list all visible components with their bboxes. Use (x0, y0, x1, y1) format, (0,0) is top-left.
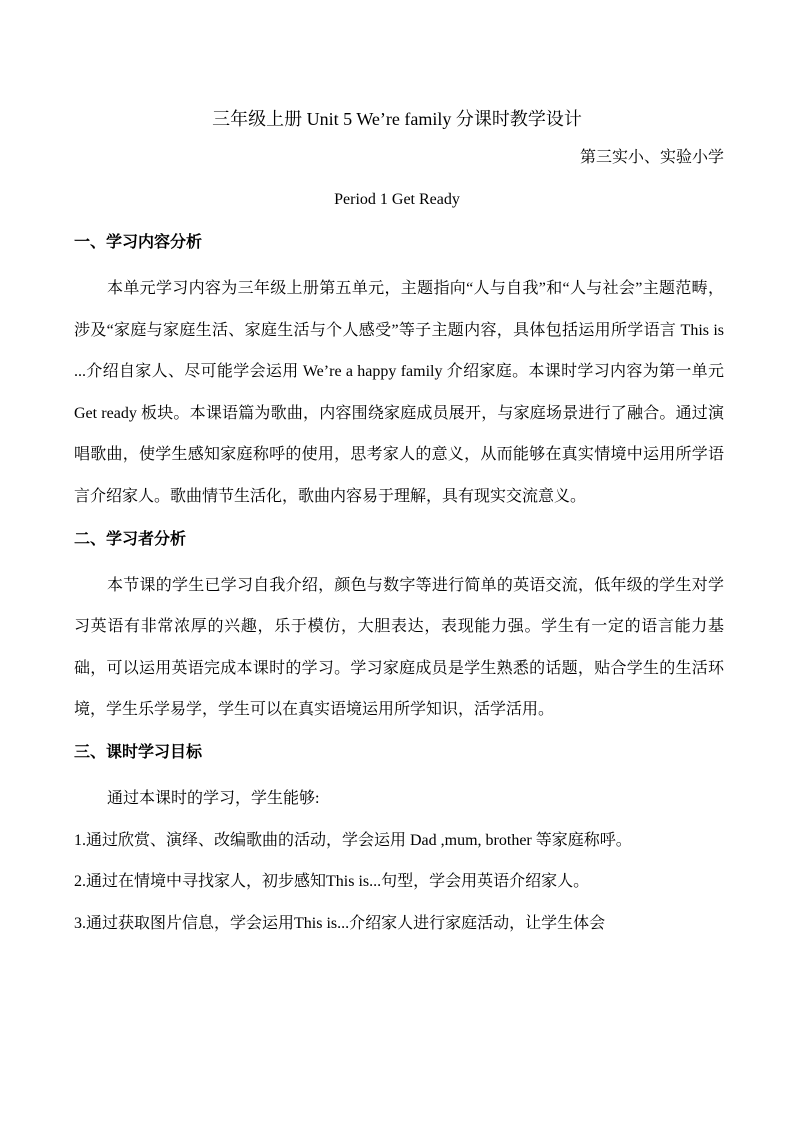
section-heading: 二、学习者分析 (74, 528, 187, 548)
goals-intro: 通过本课时的学习，学生能够: (107, 789, 320, 807)
section-content-analysis (74, 228, 724, 518)
school-name: 第三实小、实验小学 (579, 149, 724, 166)
goal-item: 3.通过获取图片信息，学会运用This is...介绍家人进行家庭活动，让学生体会 (74, 914, 606, 932)
section-heading: 一、学习内容分析 (74, 232, 203, 251)
document-body (74, 228, 724, 944)
section-heading: 三、课时学习目标 (74, 741, 203, 761)
section-learning-goals (74, 738, 724, 944)
goal-item: 1.通过欣赏、演绎、改编歌曲的活动，学会运用 Dad ,mum, brother 等家庭称呼。 (74, 831, 632, 849)
period-title: Period 1 Get Ready (334, 191, 460, 208)
section-paragraph: 本单元学习内容为三年级上册第五单元，主题指向“人与自我”和“人与社会”主题范畴，涉及“家庭与家庭生活、家庭生活与个人感受”等子主题内容，具体包括运用所学语言 This is ...介绍自家人、尽可能学会运用 We’re a happy family 介绍家庭。本课时学习内容为第一单元Get ready 板块。本课语篇为歌曲，内容围绕家庭成员展开，与家庭场景进行了融合。通过演唱歌曲，使学生感知家庭称呼的使用，思考家人的意义，从而能够在真实情境中运用所学语言介绍家人。歌曲情节生活化，歌曲内容易于理解，具有现实交流意义。 (74, 280, 724, 505)
goal-item: 2.通过在情境中寻找家人，初步感知This is...句型，学会用英语介绍家人。 (74, 873, 590, 891)
document-title: 三年级上册 Unit 5 We’re family 分课时教学设计 (212, 109, 582, 129)
section-learner-analysis (74, 525, 724, 731)
section-paragraph: 本节课的学生已学习自我介绍，颜色与数字等进行简单的英语交流，低年级的学生对学习英语有非常浓厚的兴趣，乐于模仿，大胆表达，表现能力强。学生有一定的语言能力基础，可以运用英语完成本课时的学习。学习家庭成员是学生熟悉的话题，贴合学生的生活环境，学生乐学易学，学生可以在真实语境运用所学知识，活学活用。 (74, 576, 724, 719)
